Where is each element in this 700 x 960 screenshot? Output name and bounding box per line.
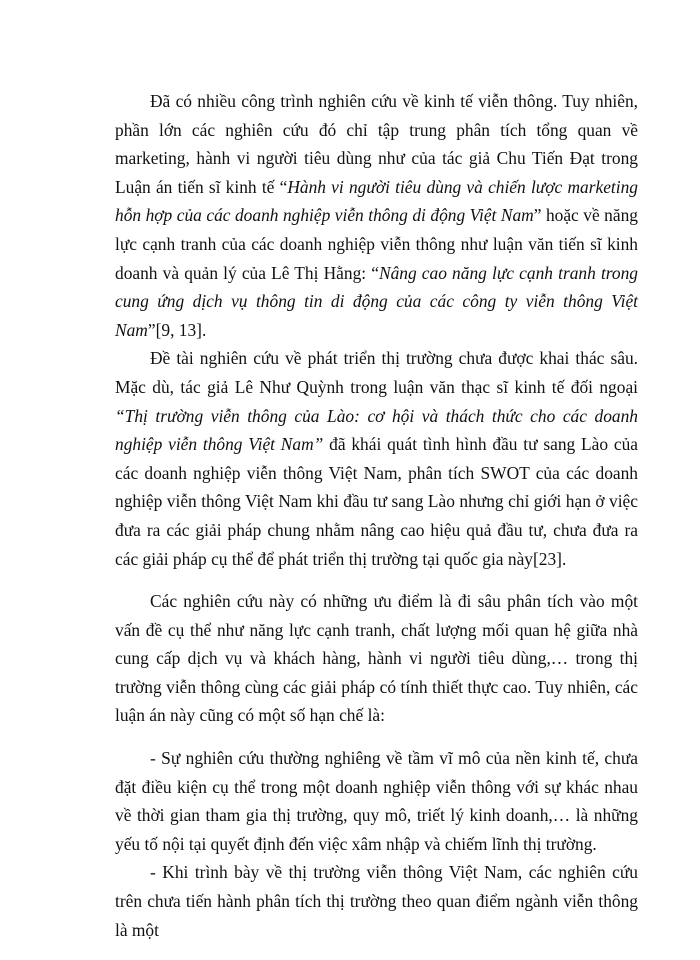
paragraph-4 [115,744,638,858]
paragraph-5 [115,858,638,944]
p1-seg-4: Nâng cao năng lực cạnh tranh trong cung ứng dịch vụ thông tin di động của các công ty viễn thông Việt Nam [115,262,638,340]
p1-seg-2: Hành vi người tiêu dùng và chiến lược marketing hỗn hợp của các doanh nghiệp viễn thông di động Việt Nam [115,176,638,226]
p3-seg-1: Các nghiên cứu này có những ưu điểm là đi sâu phân tích vào một vấn đề cụ thể như năng lực cạnh tranh, chất lượng mối quan hệ giữa nhà cung cấp dịch vụ và khách hàng, hành vi người tiêu dùng,… trong thị trường viễn thông cùng các giải pháp có tính thiết thực cao. Tuy nhiên, các luận án này cũng có một số hạn chế là: [115,591,638,726]
paragraph-1 [115,87,638,344]
p1-seg-3: ” hoặc về năng lực cạnh tranh của các doanh nghiệp viễn thông như luận văn tiến sĩ kinh doanh và quản lý của Lê Thị Hằng: “ [115,205,638,283]
p2-seg-3: đã khái quát tình hình đầu tư sang Lào của các doanh nghiệp viễn thông Việt Nam, phân tích SWOT của các doanh nghiệp viễn thông Việt Nam khi đầu tư sang Lào nhưng chỉ giới hạn ở việc đưa ra các giải pháp chung nhằm nâng cao hiệu quả đầu tư, chưa đưa ra các giải pháp cụ thể để phát triển thị trường tại quốc gia này[23]. [115,434,638,569]
p5-seg-1: - Khi trình bày về thị trường viễn thông Việt Nam, các nghiên cứu trên chưa tiến hành phân tích thị trường theo quan điểm ngành viễn thông là một [115,862,638,940]
p1-seg-1: Đã có nhiều công trình nghiên cứu về kinh tế viễn thông. Tuy nhiên, phần lớn các nghiên cứu đó chỉ tập trung phân tích tổng quan về marketing, hành vi người tiêu dùng như của tác giả Chu Tiến Đạt trong Luận án tiến sĩ kinh tế “ [115,91,638,197]
p4-seg-1: - Sự nghiên cứu thường nghiêng về tầm vĩ mô của nền kinh tế, chưa đặt điều kiện cụ thể trong một doanh nghiệp viễn thông với sự khác nhau về thời gian tham gia thị trường, quy mô, triết lý kinh doanh,… là những yếu tố nội tại quyết định đến việc xâm nhập và chiếm lĩnh thị trường. [115,748,638,854]
paragraph-2 [115,344,638,573]
p2-seg-1: Đề tài nghiên cứu về phát triển thị trường chưa được khai thác sâu. Mặc dù, tác giả Lê Như Quỳnh trong luận văn thạc sĩ kinh tế đối ngoại [115,348,638,397]
paragraph-3 [115,587,638,730]
p1-seg-5: ”[9, 13]. [147,319,207,340]
p2-seg-2: “Thị trường viễn thông của Lào: cơ hội và thách thức cho các doanh nghiệp viễn thông Việt Nam” [115,405,638,455]
